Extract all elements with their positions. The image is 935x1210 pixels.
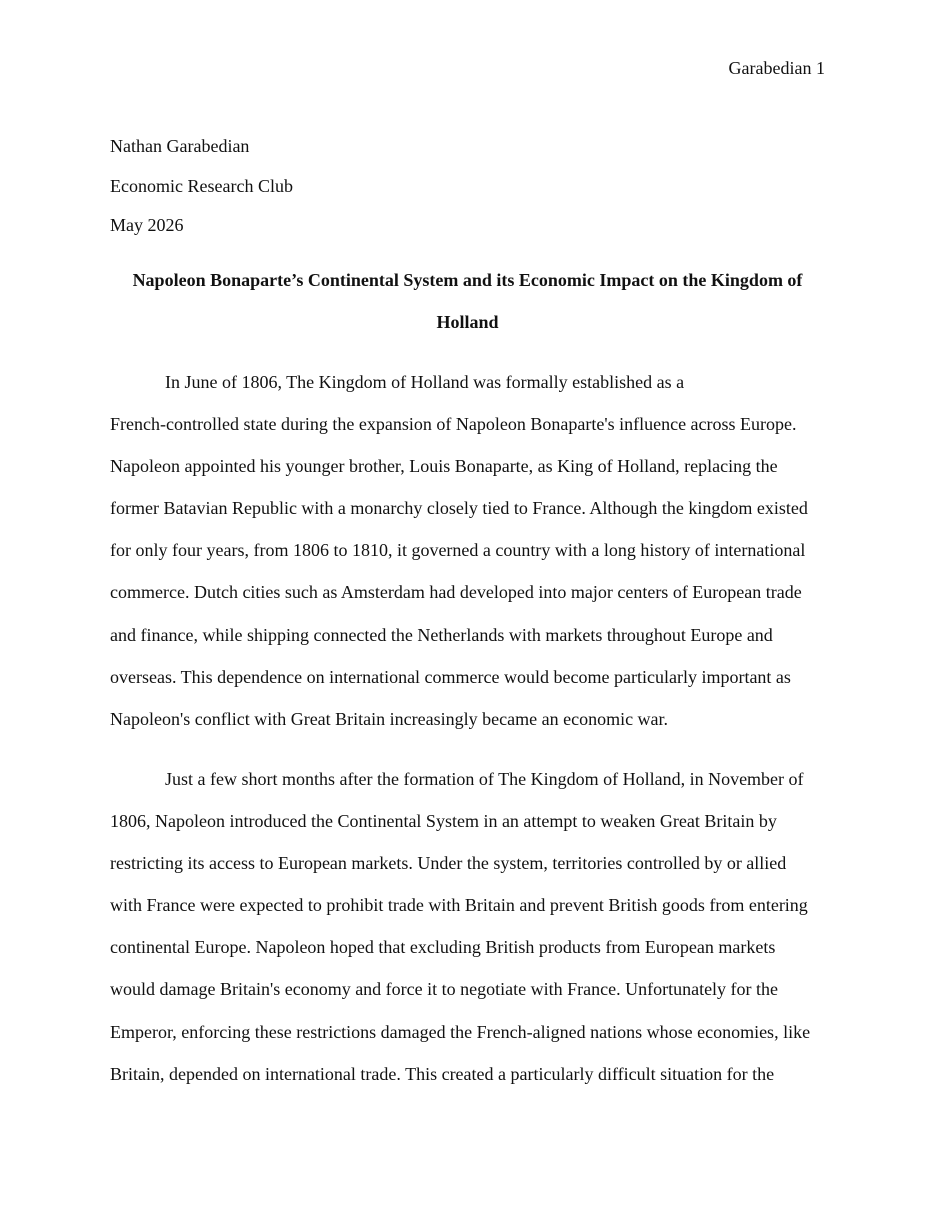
body-paragraph: [110, 361, 825, 740]
paragraph-line: 1806, Napoleon introduced the Continental System in an attempt to weaken Great Britain by: [110, 811, 777, 832]
paragraph-line: restricting its access to European markets. Under the system, territories controlled by or allied: [110, 853, 787, 874]
paragraph-line: for only four years, from 1806 to 1810, it governed a country with a long history of international: [110, 540, 806, 561]
paragraph-line: Just a few short months after the formation of The Kingdom of Holland, in November of: [165, 769, 804, 789]
author-name: Nathan Garabedian: [110, 136, 250, 156]
running-head: Garabedian 1: [728, 58, 825, 78]
document-date: May 2026: [110, 215, 184, 235]
mla-heading: [110, 127, 825, 246]
paragraph-line: Emperor, enforcing these restrictions damaged the French-aligned nations whose economies, like: [110, 1021, 811, 1042]
paragraph-line: would damage Britain's economy and force it to negotiate with France. Unfortunately for the: [110, 979, 779, 1000]
paragraph-line: Napoleon appointed his younger brother, Louis Bonaparte, as King of Holland, replacing the: [110, 456, 778, 477]
document-title: [110, 259, 825, 343]
title-line: Holland: [436, 312, 499, 332]
paragraph-line: Britain, depended on international trade. This created a particularly difficult situation for the: [110, 1063, 775, 1084]
paragraph-line: Napoleon's conflict with Great Britain increasingly became an economic war.: [110, 708, 669, 729]
title-line: Napoleon Bonaparte’s Continental System and its Economic Impact on the Kingdom of: [132, 270, 803, 290]
paragraph-line: commerce. Dutch cities such as Amsterdam had developed into major centers of European trade: [110, 582, 802, 603]
paragraph-line: French-controlled state during the expansion of Napoleon Bonaparte's influence across Europe.: [110, 414, 797, 435]
paragraph-line: and finance, while shipping connected the Netherlands with markets throughout Europe and: [110, 624, 773, 645]
paragraph-line: continental Europe. Napoleon hoped that excluding British products from European markets: [110, 937, 776, 958]
paragraph-line: former Batavian Republic with a monarchy closely tied to France. Although the kingdom existed: [110, 498, 808, 519]
paragraph-line: overseas. This dependence on international commerce would become particularly important as: [110, 666, 791, 687]
body-paragraph: [110, 758, 825, 1095]
paragraph-line: with France were expected to prohibit trade with Britain and prevent British goods from entering: [110, 895, 808, 916]
organization-name: Economic Research Club: [110, 175, 293, 196]
paragraph-line: In June of 1806, The Kingdom of Holland was formally established as a: [165, 372, 685, 392]
